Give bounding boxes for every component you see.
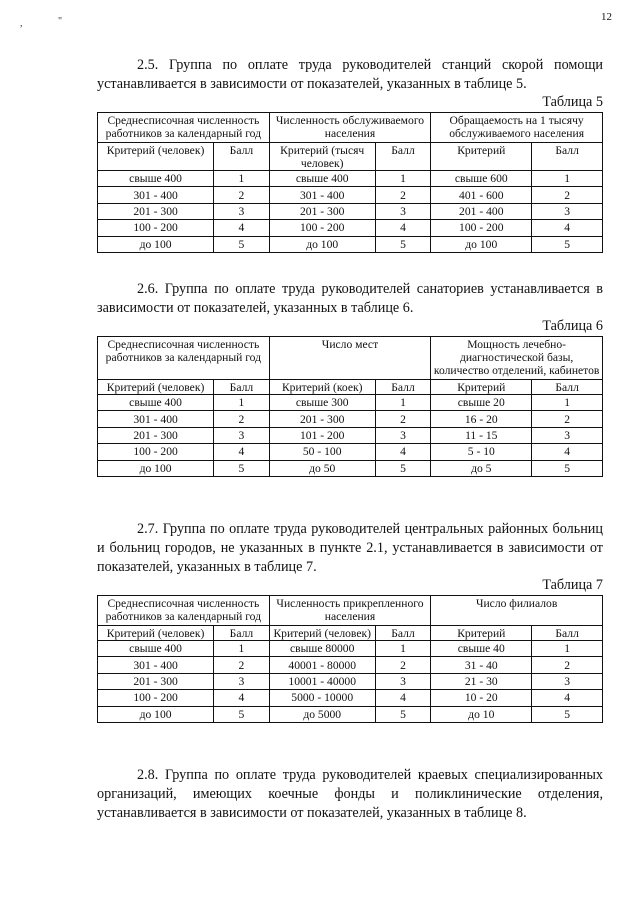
table-cell: 100 - 200 <box>431 220 532 236</box>
table-row <box>98 690 603 706</box>
table-cell: свыше 40 <box>431 641 532 657</box>
table-cell: 11 - 15 <box>431 427 532 443</box>
table-row <box>98 460 603 476</box>
group-header: Среднесписочная численность работников за календарный год <box>98 337 270 380</box>
table-caption: Таблица 6 <box>542 318 603 334</box>
column-header: Балл <box>214 626 270 641</box>
table-cell: 100 - 200 <box>98 690 214 706</box>
table-cell: 3 <box>375 427 431 443</box>
table-cell: 1 <box>375 395 431 411</box>
table-cell: 201 - 300 <box>269 203 375 219</box>
table-cell: до 100 <box>98 236 214 252</box>
table-row <box>98 657 603 673</box>
paragraph: 2.8. Группа по оплате труда руководителей краевых специализированных организаций, имеющих коечные фонды и поликлинические отделения, устанавливается в зависимости от показателей, указанных в таблице 8. <box>97 767 603 821</box>
column-header: Балл <box>532 380 603 395</box>
column-header: Балл <box>214 143 270 171</box>
column-header: Критерий (человек) <box>98 143 214 171</box>
table-cell: до 5 <box>431 460 532 476</box>
table-cell: 21 - 30 <box>431 673 532 689</box>
table-cell: 2 <box>532 411 603 427</box>
table-cell: 101 - 200 <box>269 427 375 443</box>
column-header: Балл <box>375 143 431 171</box>
table-row <box>98 187 603 203</box>
column-header: Критерий (тысяч человек) <box>269 143 375 171</box>
table-row <box>98 706 603 722</box>
table-cell: 10 - 20 <box>431 690 532 706</box>
table-cell: до 5000 <box>269 706 375 722</box>
table-cell: 3 <box>532 203 603 219</box>
table-cell: 1 <box>532 171 603 187</box>
table-row <box>98 411 603 427</box>
table-cell: свыше 600 <box>431 171 532 187</box>
table-cell: 1 <box>214 641 270 657</box>
paragraph: 2.6. Группа по оплате труда руководителей санаториев устанавливается в зависимости от показателей, указанных в таблице 6. <box>97 281 603 316</box>
table-cell: 16 - 20 <box>431 411 532 427</box>
table-cell: 201 - 300 <box>269 411 375 427</box>
group-header: Численность обслуживаемого населения <box>269 113 431 143</box>
section-2-5 <box>97 56 603 253</box>
group-header: Численность прикрепленного населения <box>269 596 431 626</box>
table-cell: 301 - 400 <box>98 411 214 427</box>
table-cell: 2 <box>214 411 270 427</box>
table-cell: 2 <box>375 657 431 673</box>
column-header: Критерий <box>431 380 532 395</box>
table-cell: 5 <box>375 460 431 476</box>
table-cell: 4 <box>214 220 270 236</box>
table-cell: 4 <box>214 690 270 706</box>
table-cell: 4 <box>375 444 431 460</box>
scan-mark: " <box>58 16 63 27</box>
table-cell: 1 <box>375 641 431 657</box>
table-cell: 50 - 100 <box>269 444 375 460</box>
column-header: Балл <box>375 626 431 641</box>
table-cell: 5 <box>532 460 603 476</box>
column-header: Критерий (человек) <box>98 626 214 641</box>
table-cell: 201 - 300 <box>98 203 214 219</box>
column-header: Критерий (человек) <box>98 380 214 395</box>
table-cell: свыше 20 <box>431 395 532 411</box>
column-header: Критерий <box>431 143 532 171</box>
table-cell: 100 - 200 <box>269 220 375 236</box>
table-cell: 301 - 400 <box>98 187 214 203</box>
table-cell: 10001 - 40000 <box>269 673 375 689</box>
table-cell: до 100 <box>269 236 375 252</box>
table-cell: 40001 - 80000 <box>269 657 375 673</box>
table-cell: свыше 400 <box>269 171 375 187</box>
column-header: Балл <box>532 626 603 641</box>
section-2-7 <box>97 520 603 723</box>
paragraph: 2.5. Группа по оплате труда руководителей станций скорой помощи устанавливается в зависимости от показателей, указанных в таблице 5. <box>97 57 603 92</box>
table-cell: до 50 <box>269 460 375 476</box>
table-cell: 2 <box>214 657 270 673</box>
table-cell: 4 <box>214 444 270 460</box>
table-cell: 201 - 300 <box>98 673 214 689</box>
table-cell: 5 <box>375 236 431 252</box>
table-cell: 4 <box>532 690 603 706</box>
table-cell: 2 <box>532 187 603 203</box>
table-cell: 100 - 200 <box>98 444 214 460</box>
column-header: Балл <box>375 380 431 395</box>
table-cell: 4 <box>375 220 431 236</box>
table-row <box>98 427 603 443</box>
table-cell: 1 <box>214 395 270 411</box>
table-cell: свыше 80000 <box>269 641 375 657</box>
column-header: Критерий (коек) <box>269 380 375 395</box>
table-cell: 3 <box>375 203 431 219</box>
table-cell: 401 - 600 <box>431 187 532 203</box>
group-header: Обращаемость на 1 тысячу обслуживаемого населения <box>431 113 603 143</box>
table-cell: 3 <box>375 673 431 689</box>
table-cell: 2 <box>375 187 431 203</box>
scan-mark: , <box>20 18 23 29</box>
table-cell: до 10 <box>431 706 532 722</box>
table-row <box>98 641 603 657</box>
table-cell: 5 <box>532 706 603 722</box>
table-cell: 5 <box>214 706 270 722</box>
table-cell: 5 <box>214 236 270 252</box>
table-cell: 5 <box>214 460 270 476</box>
table-cell: 5 <box>375 706 431 722</box>
table-cell: 3 <box>532 673 603 689</box>
table-cell: свыше 400 <box>98 395 214 411</box>
table-cell: 5000 - 10000 <box>269 690 375 706</box>
table-row <box>98 395 603 411</box>
table-cell: 3 <box>214 673 270 689</box>
section-2-8 <box>97 766 603 823</box>
page-number: 12 <box>601 11 612 23</box>
table-cell: 3 <box>532 427 603 443</box>
column-header: Балл <box>214 380 270 395</box>
table-cell: 1 <box>532 395 603 411</box>
column-header: Критерий <box>431 626 532 641</box>
group-header: Число филиалов <box>431 596 603 626</box>
table-cell: 301 - 400 <box>269 187 375 203</box>
group-header: Среднесписочная численность работников за календарный год <box>98 596 270 626</box>
table-cell: 5 <box>532 236 603 252</box>
table-cell: 1 <box>375 171 431 187</box>
table-cell: 301 - 400 <box>98 657 214 673</box>
table-cell: 3 <box>214 203 270 219</box>
table-cell: 4 <box>375 690 431 706</box>
table-cell: 4 <box>532 220 603 236</box>
table-row <box>98 444 603 460</box>
group-header: Мощность лечебно-диагностической базы, количество отделений, кабинетов <box>431 337 603 380</box>
column-header: Критерий (человек) <box>269 626 375 641</box>
table-cell: 2 <box>532 657 603 673</box>
table-5 <box>97 112 603 253</box>
table-cell: свыше 300 <box>269 395 375 411</box>
table-cell: свыше 400 <box>98 171 214 187</box>
table-row <box>98 220 603 236</box>
group-header: Среднесписочная численность работников за календарный год <box>98 113 270 143</box>
table-cell: 5 - 10 <box>431 444 532 460</box>
table-caption: Таблица 5 <box>542 94 603 110</box>
table-cell: 201 - 300 <box>98 427 214 443</box>
table-row <box>98 171 603 187</box>
table-cell: 2 <box>375 411 431 427</box>
table-cell: до 100 <box>98 706 214 722</box>
table-row <box>98 203 603 219</box>
paragraph: 2.7. Группа по оплате труда руководителей центральных районных больниц и больниц городов, не указанных в пункте 2.1, устанавливается в зависимости от показателей, указанных в таблице 7. <box>97 521 603 575</box>
table-cell: 2 <box>214 187 270 203</box>
table-cell: до 100 <box>98 460 214 476</box>
section-2-6 <box>97 280 603 477</box>
table-6 <box>97 336 603 477</box>
table-cell: 4 <box>532 444 603 460</box>
table-row <box>98 236 603 252</box>
table-cell: свыше 400 <box>98 641 214 657</box>
table-7 <box>97 595 603 723</box>
table-cell: 3 <box>214 427 270 443</box>
group-header: Число мест <box>269 337 431 380</box>
table-cell: 1 <box>214 171 270 187</box>
column-header: Балл <box>532 143 603 171</box>
table-cell: 31 - 40 <box>431 657 532 673</box>
table-cell: 201 - 400 <box>431 203 532 219</box>
table-row <box>98 673 603 689</box>
table-caption: Таблица 7 <box>542 577 603 593</box>
table-cell: 100 - 200 <box>98 220 214 236</box>
table-cell: 1 <box>532 641 603 657</box>
table-cell: до 100 <box>431 236 532 252</box>
